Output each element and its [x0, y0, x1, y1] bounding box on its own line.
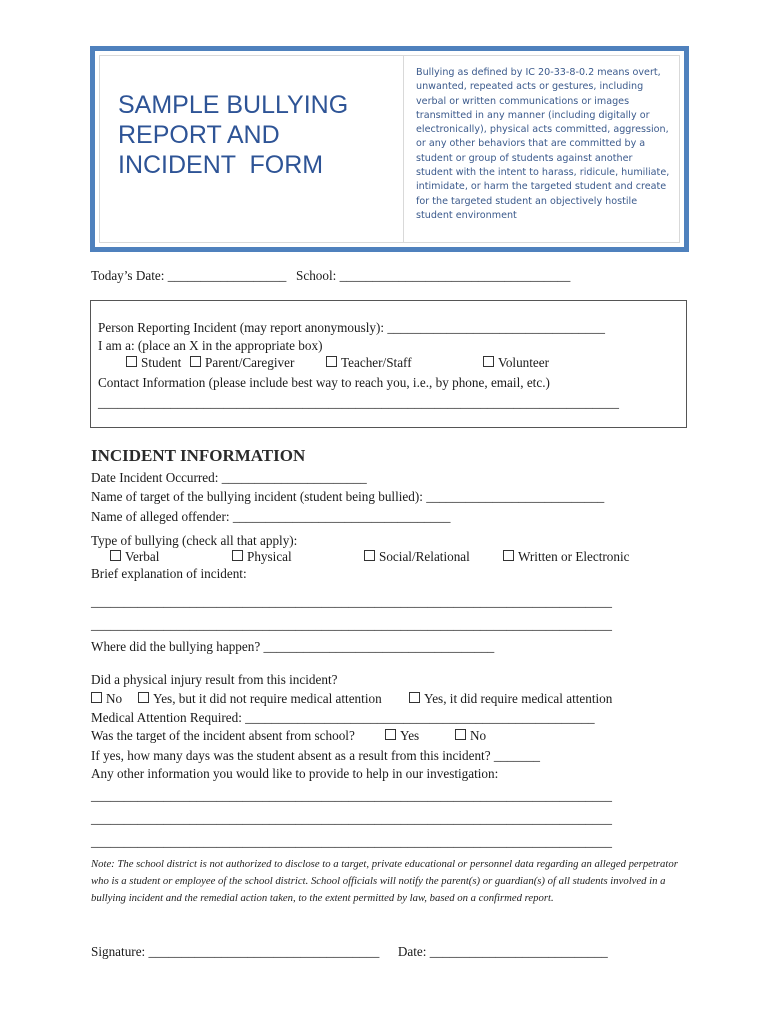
- explanation-line-1[interactable]: _______________________________________________________________________________: [91, 594, 612, 609]
- type-option-verbal[interactable]: [110, 549, 159, 565]
- signature-field[interactable]: Signature: ___________________________________: [91, 944, 380, 959]
- type-option-social[interactable]: [364, 549, 470, 565]
- form-title-line-1: SAMPLE BULLYING: [118, 91, 349, 119]
- checkbox-icon[interactable]: [110, 550, 121, 561]
- role-label: Teacher/Staff: [341, 355, 412, 370]
- checkbox-icon[interactable]: [409, 692, 420, 703]
- school-field[interactable]: School: ___________________________________: [296, 268, 571, 283]
- form-title: [100, 56, 404, 242]
- absent-option-yes[interactable]: [385, 728, 419, 744]
- days-absent-field[interactable]: If yes, how many days was the student absent as a result from this incident? _______: [91, 748, 541, 763]
- injury-option-yes-no-medical[interactable]: [138, 691, 382, 707]
- brief-explanation-label: Brief explanation of incident:: [91, 566, 247, 581]
- absent-label: No: [470, 728, 487, 743]
- checkbox-icon[interactable]: [91, 692, 102, 703]
- injury-label: No: [106, 691, 123, 706]
- role-option-volunteer[interactable]: [483, 355, 549, 371]
- role-option-student[interactable]: [126, 355, 181, 371]
- date-occurred-field[interactable]: Date Incident Occurred: ______________________: [91, 470, 367, 485]
- type-option-written[interactable]: [503, 549, 630, 565]
- role-option-teacher[interactable]: [326, 355, 412, 371]
- privacy-note: Note: The school district is not authorized to disclose to a target, private educational or personnel data regarding an alleged perpetrator who is a student or employee of the school district. School officials will notify the parent(s) or guardian(s) of all students involved in a bullying incident and the remedial action taken, to the extent permitted by law, based on a confirmed report.: [91, 858, 678, 904]
- other-info-line-1[interactable]: _______________________________________________________________________________: [91, 788, 612, 803]
- person-reporting-field[interactable]: Person Reporting Incident (may report anonymously): _________________________________: [98, 320, 605, 335]
- medical-attention-field[interactable]: Medical Attention Required: _____________________________________________________: [91, 710, 595, 725]
- checkbox-icon[interactable]: [483, 356, 494, 367]
- checkbox-icon[interactable]: [326, 356, 337, 367]
- other-info-line-2[interactable]: _______________________________________________________________________________: [91, 811, 612, 826]
- signature-date-field[interactable]: Date: ___________________________: [397, 944, 608, 959]
- type-label: Written or Electronic: [518, 549, 630, 564]
- type-label: Physical: [247, 549, 292, 564]
- role-label: Student: [141, 355, 182, 370]
- form-header-box: [90, 46, 689, 252]
- checkbox-icon[interactable]: [455, 729, 466, 740]
- checkbox-icon[interactable]: [232, 550, 243, 561]
- todays-date-field[interactable]: Today’s Date: __________________: [91, 268, 287, 283]
- date-school-row: [91, 268, 570, 284]
- type-option-physical[interactable]: [232, 549, 292, 565]
- checkbox-icon[interactable]: [126, 356, 137, 367]
- other-info-label: Any other information you would like to provide to help in our investigation:: [91, 766, 499, 781]
- bullying-type-label: Type of bullying (check all that apply):: [91, 533, 298, 548]
- form-title-line-2: REPORT AND: [118, 121, 280, 149]
- type-label: Verbal: [125, 549, 160, 564]
- form-title-line-3: INCIDENT FORM: [118, 151, 324, 179]
- injury-option-no[interactable]: [91, 691, 122, 707]
- absent-label: Yes: [400, 728, 420, 743]
- checkbox-icon[interactable]: [190, 356, 201, 367]
- bullying-definition: Bullying as defined by IC 20-33-8-0.2 means overt, unwanted, repeated acts or gestures, including verbal or written communications or images transmitted in any manner (including digitally or electronically), physical acts committed, aggression, or any other behaviors that are committed by a student or group of students against another student with the intent to harass, ridicule, humiliate, intimidate, or harm the targeted student and create for the targeted student an objectively hostile student environment: [416, 67, 670, 221]
- i-am-a-label: I am a: (place an X in the appropriate box): [98, 338, 323, 353]
- other-info-line-3[interactable]: _______________________________________________________________________________: [91, 834, 612, 849]
- offender-name-field[interactable]: Name of alleged offender: _________________________________: [91, 509, 451, 524]
- injury-question: Did a physical injury result from this incident?: [91, 672, 338, 687]
- target-name-field[interactable]: Name of target of the bullying incident (student being bullied): ___________________________: [91, 489, 605, 504]
- explanation-line-2[interactable]: _______________________________________________________________________________: [91, 617, 612, 632]
- absent-option-no[interactable]: [455, 728, 486, 744]
- where-field[interactable]: Where did the bullying happen? ___________________________________: [91, 639, 495, 654]
- contact-info-label: Contact Information (please include best way to reach you, i.e., by phone, email, etc.): [98, 375, 550, 390]
- role-option-parent[interactable]: [190, 355, 294, 371]
- checkbox-icon[interactable]: [364, 550, 375, 561]
- injury-label: Yes, it did require medical attention: [424, 691, 613, 706]
- incident-section-title: INCIDENT INFORMATION: [91, 446, 306, 465]
- checkbox-icon[interactable]: [503, 550, 514, 561]
- injury-label: Yes, but it did not require medical attention: [153, 691, 382, 706]
- role-label: Volunteer: [498, 355, 550, 370]
- role-label: Parent/Caregiver: [205, 355, 295, 370]
- contact-info-field[interactable]: _______________________________________________________________________________: [98, 395, 619, 410]
- absent-question: Was the target of the incident absent from school?: [91, 728, 355, 743]
- checkbox-icon[interactable]: [138, 692, 149, 703]
- checkbox-icon[interactable]: [385, 729, 396, 740]
- type-label: Social/Relational: [379, 549, 470, 564]
- signature-row: [91, 944, 608, 960]
- injury-option-yes-medical[interactable]: [409, 691, 612, 707]
